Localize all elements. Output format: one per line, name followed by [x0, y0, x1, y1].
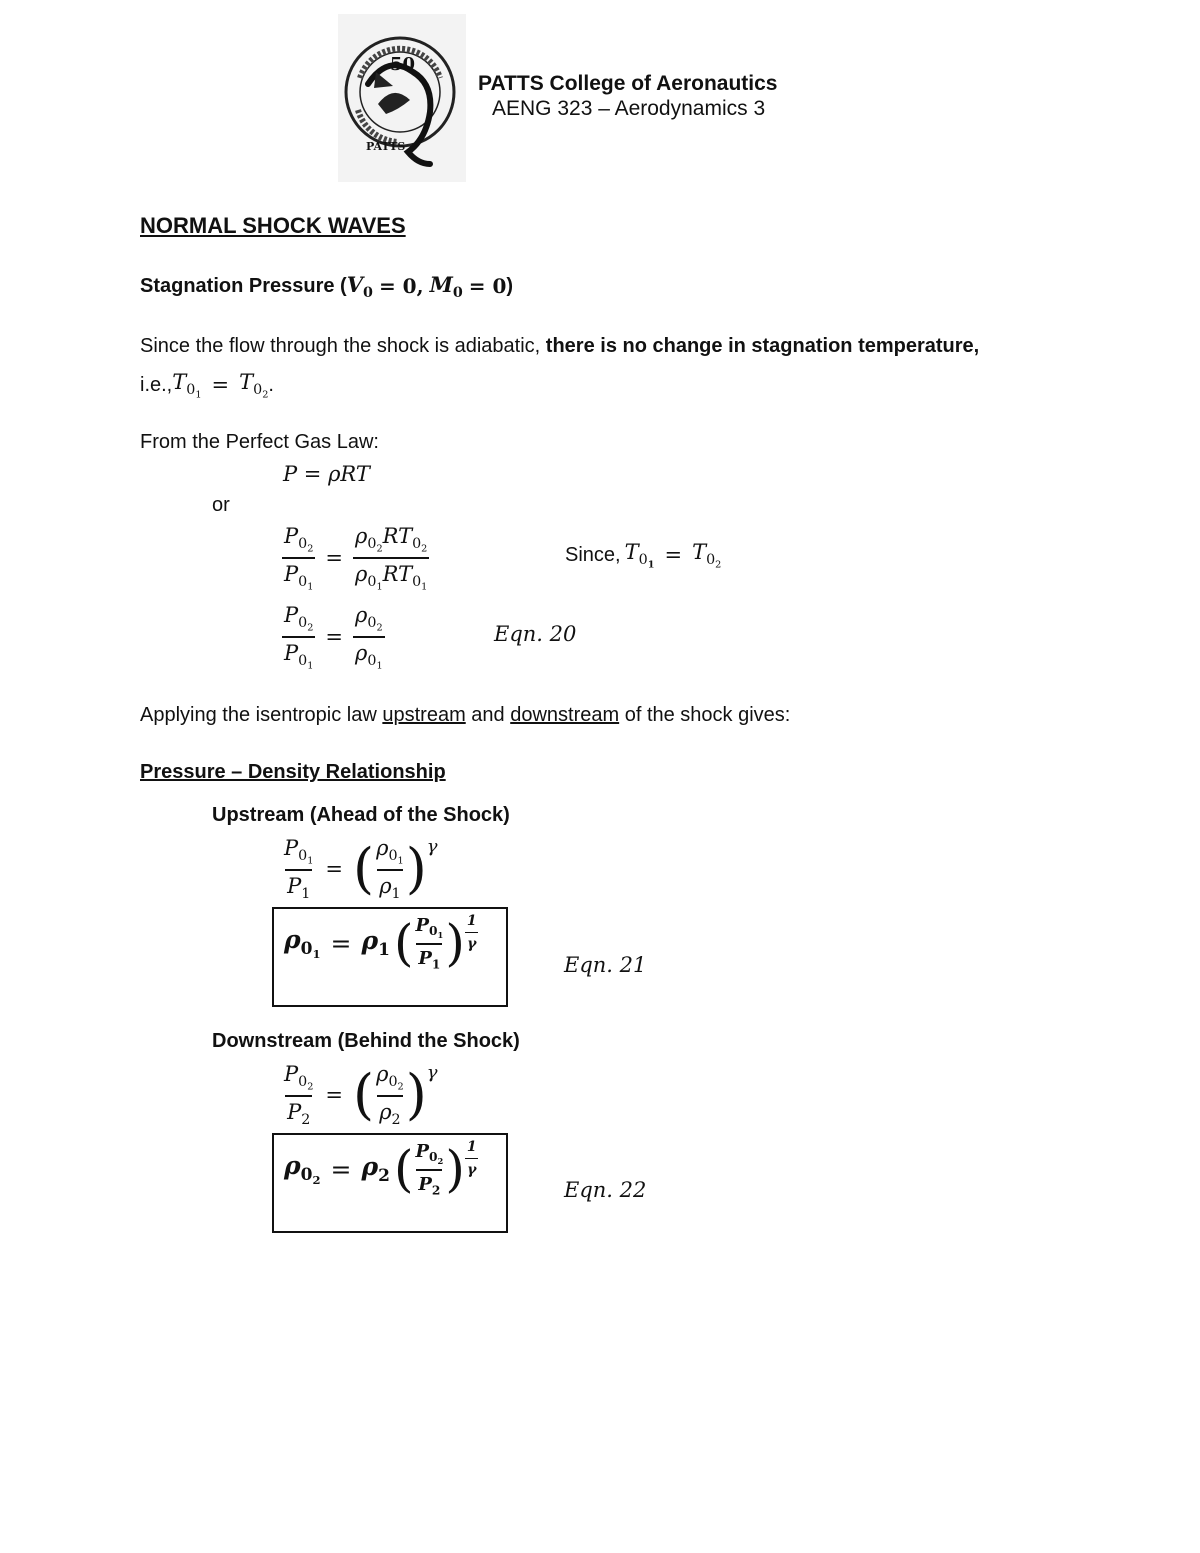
stagnation-heading: Stagnation Pressure ( $V_0$ = 0, $M_0$ = 0 ) [140, 272, 514, 301]
eqn-22-equation: $\rho_{0_2}$ = $\rho_2$ ( $\frac{P_{0_2}}{P_2}$ ) $\frac{1}{\gamma}$ [284, 1139, 477, 1199]
eqn-22-label: Eqn. 22 [564, 1178, 647, 1202]
eqn-20-label: Eqn. 20 [494, 622, 577, 646]
since-note: Since, $T_{0_1}$ = $T_{0_2}$ [565, 540, 722, 571]
temperature-equality: i.e., $T_{0_1}$ = $T_{0_2}$ . [140, 370, 274, 401]
eqn-21-label: Eqn. 21 [564, 953, 647, 977]
pressure-ratio-equation: $\frac{P_{0_2}}{P_{0_1}}$ = $\frac{\rho_{0_2}RT_{0_2}}{\rho_{0_1}RT_{0_1}}$ [284, 524, 428, 593]
svg-text:50: 50 [390, 54, 416, 75]
adiabatic-statement: Since the flow through the shock is adiabatic, there is no change in stagnation temperature, [140, 335, 980, 357]
downstream-ratio-equation: $\frac{P_{0_2}}{P_2}$ = ( $\frac{\rho_{0_2}}{\rho_2}$ ) γ [284, 1062, 438, 1129]
or-text: or [212, 494, 230, 516]
course-name: AENG 323 – Aerodynamics 3 [492, 97, 766, 120]
eqn-20-equation: $\frac{P_{0_2}}{P_{0_1}}$ = $\frac{\rho_{0_2}}{\rho_{0_1}}$ [284, 603, 383, 672]
gas-law-intro: From the Perfect Gas Law: [140, 431, 379, 453]
eqn-21-equation: $\rho_{0_1}$ = $\rho_1$ ( $\frac{P_{0_1}}{P_1}$ ) $\frac{1}{\gamma}$ [284, 913, 477, 973]
logo [338, 14, 466, 182]
pegasus-seal-icon [338, 14, 466, 182]
relationship-heading: Pressure – Density Relationship [140, 761, 446, 783]
page-title: NORMAL SHOCK WAVES [140, 213, 406, 238]
institution-name: PATTS College of Aeronautics [478, 72, 778, 95]
gas-law-equation: P = ρRT [283, 462, 370, 486]
svg-text:PATTS: PATTS [366, 140, 406, 153]
isentropic-sentence: Applying the isentropic law upstream and downstream of the shock gives: [140, 704, 791, 726]
upstream-heading: Upstream (Ahead of the Shock) [212, 804, 510, 826]
upstream-ratio-equation: $\frac{P_{0_1}}{P_1}$ = ( $\frac{\rho_{0_1}}{\rho_1}$ ) γ [284, 836, 438, 903]
downstream-heading: Downstream (Behind the Shock) [212, 1030, 520, 1052]
